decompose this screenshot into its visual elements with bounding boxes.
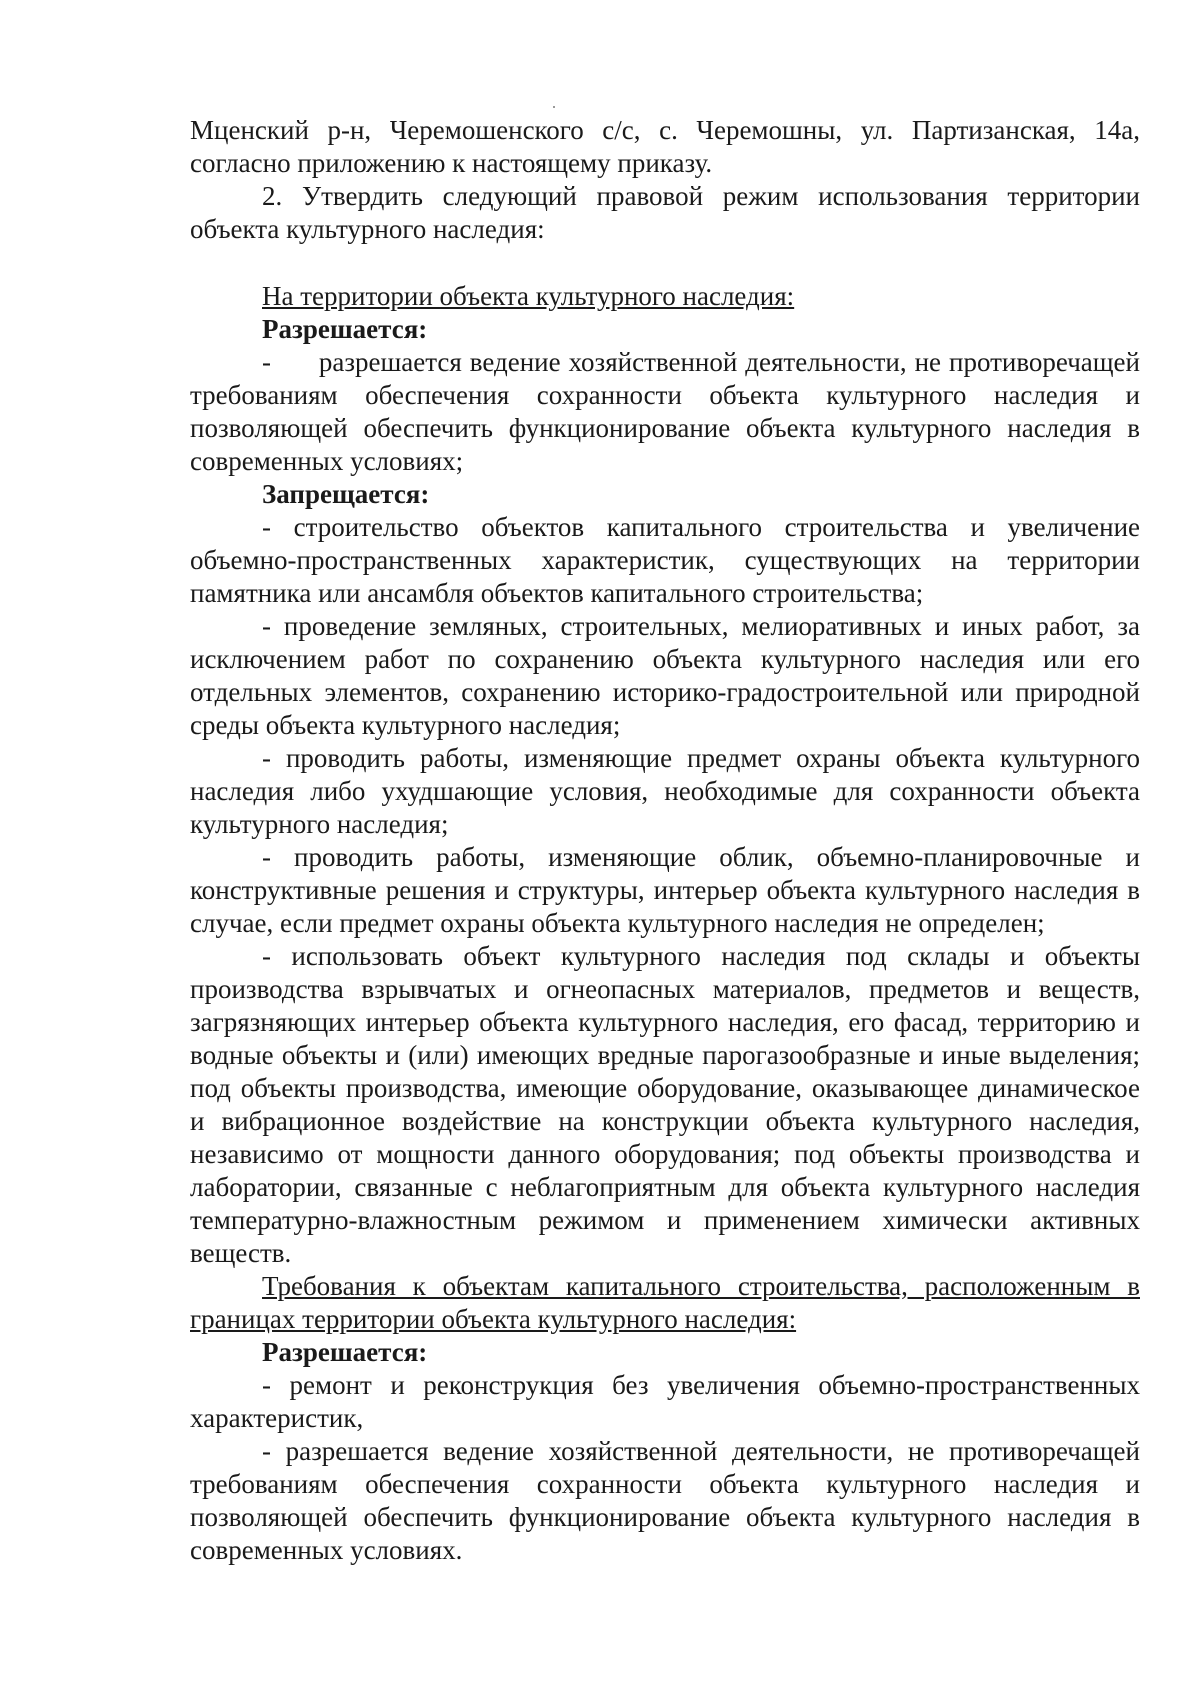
forbidden-item: - использовать объект культурного наследия под склады и объекты производства взрывчатых и огнеопасных материалов, предметов и веществ, загрязняющих интерьер объекта культурного наследия, его фасад, территорию и водные объекты и (или) имеющих вредные парогазообразные и иные выделения; под объекты производства, имеющие оборудование, оказывающее динамическое и вибрационное воздействие на конструкции объекта культурного наследия, независимо от мощности данного оборудования; под объекты производства и лаборатории, связанные с неблагоприятным для объекта культурного наследия температурно-влажностным режимом и применением химически активных веществ. [190, 941, 1140, 1268]
allowed-label: Разрешается: [262, 314, 428, 344]
allowed-item: - разрешается ведение хозяйственной деятельности, не противоречащей требованиям обеспечения сохранности объекта культурного наследия и позволяющей обеспечить функционирование объекта культурного наследия в современных условиях. [190, 1436, 1140, 1565]
forbidden-item: - проводить работы, изменяющие облик, объемно-планировочные и конструктивные решения и структуры, интерьер объекта культурного наследия в случае, если предмет охраны объекта культурного наследия не определен; [190, 842, 1140, 938]
forbidden-item: - строительство объектов капитального строительства и увеличение объемно-пространственных характеристик, существующих на территории памятника или ансамбля объектов капитального строительства; [190, 512, 1140, 608]
scan-speck [553, 106, 555, 108]
paragraph-item-2: 2. Утвердить следующий правовой режим использования территории объекта культурного наследия: [190, 181, 1140, 244]
document-body [190, 114, 1140, 1567]
allowed-item: - ремонт и реконструкция без увеличения объемно-пространственных характеристик, [190, 1370, 1140, 1433]
forbidden-label: Запрещается: [262, 479, 430, 509]
section-heading-territory-text: На территории объекта культурного наследия: [262, 281, 795, 311]
forbidden-item: - проведение земляных, строительных, мелиоративных и иных работ, за исключением работ по сохранению объекта культурного наследия или его отдельных элементов, сохранению историко-градостроительной или природной среды объекта культурного наследия; [190, 611, 1140, 740]
allowed-label: Разрешается: [262, 1337, 428, 1367]
section-heading-construction-text: Требования к объектам капитального строительства, расположенным в границах территории объекта культурного наследия: [190, 1271, 1140, 1334]
section-heading-construction [190, 1270, 1140, 1336]
allowed-item: - разрешается ведение хозяйственной деятельности, не противоречащей требованиям обеспечения сохранности объекта культурного наследия и позволяющей обеспечить функционирование объекта культурного наследия в современных условиях; [190, 347, 1140, 476]
forbidden-item: - проводить работы, изменяющие предмет охраны объекта культурного наследия либо ухудшающие условия, необходимые для сохранности объекта культурного наследия; [190, 743, 1140, 839]
paragraph-address: Мценский р-н, Черемошенского с/с, с. Черемошны, ул. Партизанская, 14а, согласно приложению к настоящему приказу. [190, 115, 1140, 178]
section-heading-territory [190, 280, 1140, 313]
blank-line [190, 246, 1140, 280]
